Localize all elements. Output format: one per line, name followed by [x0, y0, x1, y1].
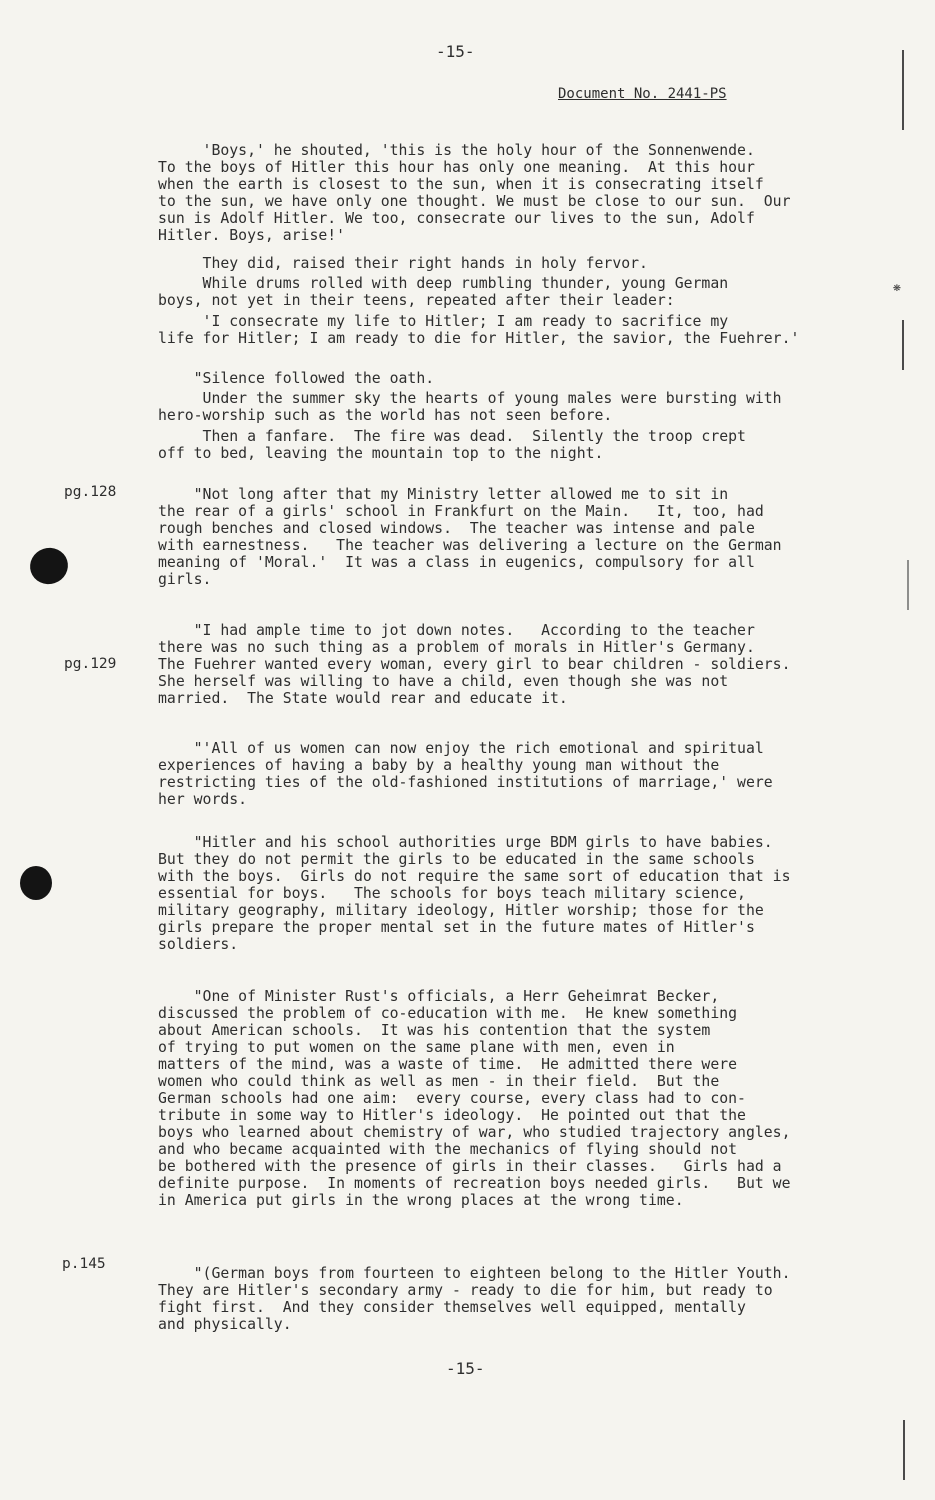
punch-hole-mark [20, 866, 52, 900]
text-line: matters of the mind, was a waste of time. He admitted there were [158, 1056, 738, 1073]
text-line: women who could think as well as men - in their field. But the [158, 1073, 720, 1090]
page-edge-mark [907, 560, 909, 610]
paragraph-quote-women [158, 740, 838, 808]
text-line: They did, raised their right hands in holy fervor. [158, 255, 648, 272]
text-line: "I had ample time to jot down notes. According to the teacher [158, 622, 755, 639]
text-line: essential for boys. The schools for boys teach military science, [158, 885, 746, 902]
text-line: of trying to put women on the same plane with men, even in [158, 1039, 675, 1056]
punch-hole-mark [25, 543, 72, 589]
paragraph-fanfare [158, 428, 838, 462]
text-line: But they do not permit the girls to be educated in the same schools [158, 851, 755, 868]
text-line: experiences of having a baby by a healthy young man without the [158, 757, 720, 774]
text-line: hero-worship such as the world has not seen before. [158, 407, 613, 424]
text-line: "(German boys from fourteen to eighteen belong to the Hitler Youth. [158, 1265, 791, 1282]
text-line: "Not long after that my Ministry letter allowed me to sit in [158, 486, 729, 503]
text-line: boys who learned about chemistry of war, who studied trajectory angles, [158, 1124, 791, 1141]
text-line: in America put girls in the wrong places at the wrong time. [158, 1192, 684, 1209]
text-line: about American schools. It was his contention that the system [158, 1022, 711, 1039]
text-line: "'All of us women can now enjoy the rich emotional and spiritual [158, 740, 764, 757]
text-line: 'Boys,' he shouted, 'this is the holy hour of the Sonnenwende. [158, 142, 755, 159]
document-number: Document No. 2441-PS [558, 86, 727, 102]
text-line: rough benches and closed windows. The teacher was intense and pale [158, 520, 755, 537]
paragraph-hitler-youth [158, 1265, 838, 1333]
page-edge-mark [903, 1420, 905, 1480]
text-line: 'I consecrate my life to Hitler; I am ready to sacrifice my [158, 313, 729, 330]
text-line: She herself was willing to have a child, even though she was not [158, 673, 729, 690]
paragraph-notes [158, 622, 838, 707]
text-line: "Silence followed the oath. [158, 370, 435, 387]
text-line: definite purpose. In moments of recreation boys needed girls. But we [158, 1175, 791, 1192]
paragraph-sonnenwende-speech [158, 142, 838, 244]
text-line: meaning of 'Moral.' It was a class in eugenics, compulsory for all [158, 554, 755, 571]
text-line: her words. [158, 791, 248, 808]
text-line: restricting ties of the old-fashioned institutions of marriage,' were [158, 774, 773, 791]
margin-note-page-ref: pg.128 [64, 484, 117, 500]
text-line: To the boys of Hitler this hour has only one meaning. At this hour [158, 159, 755, 176]
paragraph-drums [158, 275, 838, 309]
page-number-top: -15- [436, 42, 475, 61]
text-line: the rear of a girls' school in Frankfurt on the Main. It, too, had [158, 503, 764, 520]
text-line: While drums rolled with deep rumbling thunder, young German [158, 275, 729, 292]
text-line: married. The State would rear and educate it. [158, 690, 568, 707]
text-line: sun is Adolf Hitler. We too, consecrate our lives to the sun, Adolf [158, 210, 755, 227]
text-line: boys, not yet in their teens, repeated after their leader: [158, 292, 675, 309]
text-line: to the sun, we have only one thought. We must be close to our sun. Our [158, 193, 791, 210]
margin-note-page-ref: pg.129 [64, 656, 117, 672]
text-line: and who became acquainted with the mechanics of flying should not [158, 1141, 738, 1158]
page-edge-mark [902, 320, 904, 370]
text-line: Then a fanfare. The fire was dead. Silently the troop crept [158, 428, 746, 445]
text-line: with earnestness. The teacher was delivering a lecture on the German [158, 537, 782, 554]
paragraph-frankfurt-school [158, 486, 838, 588]
text-line: off to bed, leaving the mountain top to the night. [158, 445, 604, 462]
text-line: discussed the problem of co-education with me. He knew something [158, 1005, 738, 1022]
paragraph-summer-sky [158, 390, 838, 424]
text-line: tribute in some way to Hitler's ideology. He pointed out that the [158, 1107, 746, 1124]
text-line: German schools had one aim: every course, every class had to con- [158, 1090, 746, 1107]
text-line: girls prepare the proper mental set in the future mates of Hitler's [158, 919, 755, 936]
margin-blot-mark: ❋ [893, 280, 901, 295]
text-line: with the boys. Girls do not require the same sort of education that is [158, 868, 791, 885]
paragraph-oath [158, 313, 838, 347]
text-line: fight first. And they consider themselves well equipped, mentally [158, 1299, 746, 1316]
page-number-bottom: -15- [446, 1359, 485, 1378]
paragraph-co-education [158, 988, 838, 1209]
text-line: military geography, military ideology, Hitler worship; those for the [158, 902, 764, 919]
text-line: Under the summer sky the hearts of young males were bursting with [158, 390, 782, 407]
text-line: when the earth is closest to the sun, when it is consecrating itself [158, 176, 764, 193]
text-line: and physically. [158, 1316, 292, 1333]
paragraph-bdm-girls [158, 834, 838, 953]
text-line: The Fuehrer wanted every woman, every girl to bear children - soldiers. [158, 656, 791, 673]
text-line: They are Hitler's secondary army - ready to die for him, but ready to [158, 1282, 773, 1299]
page-edge-mark [902, 50, 904, 130]
text-line: "Hitler and his school authorities urge BDM girls to have babies. [158, 834, 773, 851]
paragraph-silence [158, 370, 838, 387]
text-line: soldiers. [158, 936, 239, 953]
text-line: girls. [158, 571, 212, 588]
margin-note-page-ref: p.145 [62, 1256, 106, 1272]
text-line: there was no such thing as a problem of morals in Hitler's Germany. [158, 639, 755, 656]
text-line: Hitler. Boys, arise!' [158, 227, 346, 244]
paragraph-raised-hands [158, 255, 838, 272]
text-line: "One of Minister Rust's officials, a Herr Geheimrat Becker, [158, 988, 720, 1005]
text-line: life for Hitler; I am ready to die for Hitler, the savior, the Fuehrer.' [158, 330, 800, 347]
text-line: be bothered with the presence of girls in their classes. Girls had a [158, 1158, 782, 1175]
